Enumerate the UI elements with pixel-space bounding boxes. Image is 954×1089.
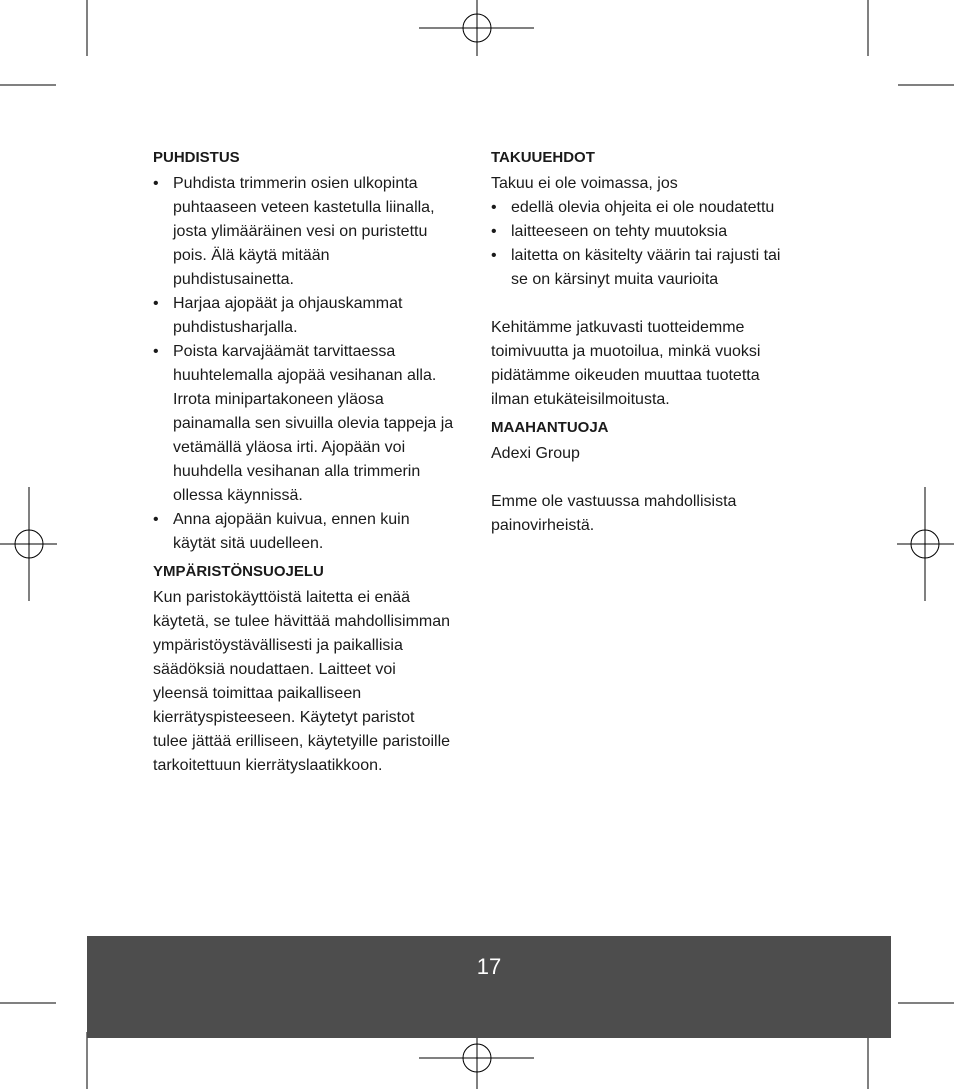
right-column bbox=[491, 148, 801, 538]
cleaning-list bbox=[153, 172, 463, 556]
left-column bbox=[153, 148, 463, 778]
environment-text: Kun paristokäyttöistä laitetta ei enää käytetä, se tulee hävittää mahdollisimman ympäristöystävällisesti ja paikallisia säädöksiä noudattaen. Laitteet voi yleensä toimittaa paikalliseen kierrätyspisteeseen. Käytetyt paristot tulee jättää erilliseen, käytetyille paristoille tarkoitettuun kierrätyslaatikkoon. bbox=[153, 589, 451, 774]
list-item: • Poista karvajäämät tarvittaessa huuhtelemalla ajopää vesihanan alla. Irrota minipartakoneen yläosa painamalla sen sivuilla olevia tappeja ja vetämällä yläosa irti. Ajopään voi huuhdella vesihanan alla trimmerin ollessa käynnissä. bbox=[153, 340, 463, 508]
importer-name: Adexi Group bbox=[491, 445, 580, 462]
list-item: • edellä olevia ohjeita ei ole noudatettu bbox=[491, 196, 801, 220]
warranty-list bbox=[491, 196, 801, 292]
importer-heading: MAAHANTUOJA bbox=[491, 419, 609, 436]
development-notice: Kehitämme jatkuvasti tuotteidemme toimivuutta ja muotoilua, minkä vuoksi pidätämme oikeuden muuttaa tuotetta ilman etukäteisilmoitusta. bbox=[491, 319, 761, 408]
environment-heading: YMPÄRISTÖNSUOJELU bbox=[153, 563, 324, 580]
page-number: 17 bbox=[476, 954, 502, 979]
warranty-intro: Takuu ei ole voimassa, jos bbox=[491, 175, 678, 192]
list-item: • Anna ajopään kuivua, ennen kuin käytät sitä uudelleen. bbox=[153, 508, 463, 556]
cleaning-heading: PUHDISTUS bbox=[153, 149, 240, 166]
list-item: • Puhdista trimmerin osien ulkopinta puhtaaseen veteen kastetulla liinalla, josta ylimääräinen vesi on puristettu pois. Älä käytä mitään puhdistusainetta. bbox=[153, 172, 463, 292]
list-item: • Harjaa ajopäät ja ohjauskammat puhdistusharjalla. bbox=[153, 292, 463, 340]
page-footer bbox=[87, 936, 891, 1038]
warranty-heading: TAKUUEHDOT bbox=[491, 149, 595, 166]
disclaimer-text: Emme ole vastuussa mahdollisista painovirheistä. bbox=[491, 493, 737, 534]
list-item: • laitetta on käsitelty väärin tai rajusti tai se on kärsinyt muita vaurioita bbox=[491, 244, 801, 292]
list-item: • laitteeseen on tehty muutoksia bbox=[491, 220, 801, 244]
